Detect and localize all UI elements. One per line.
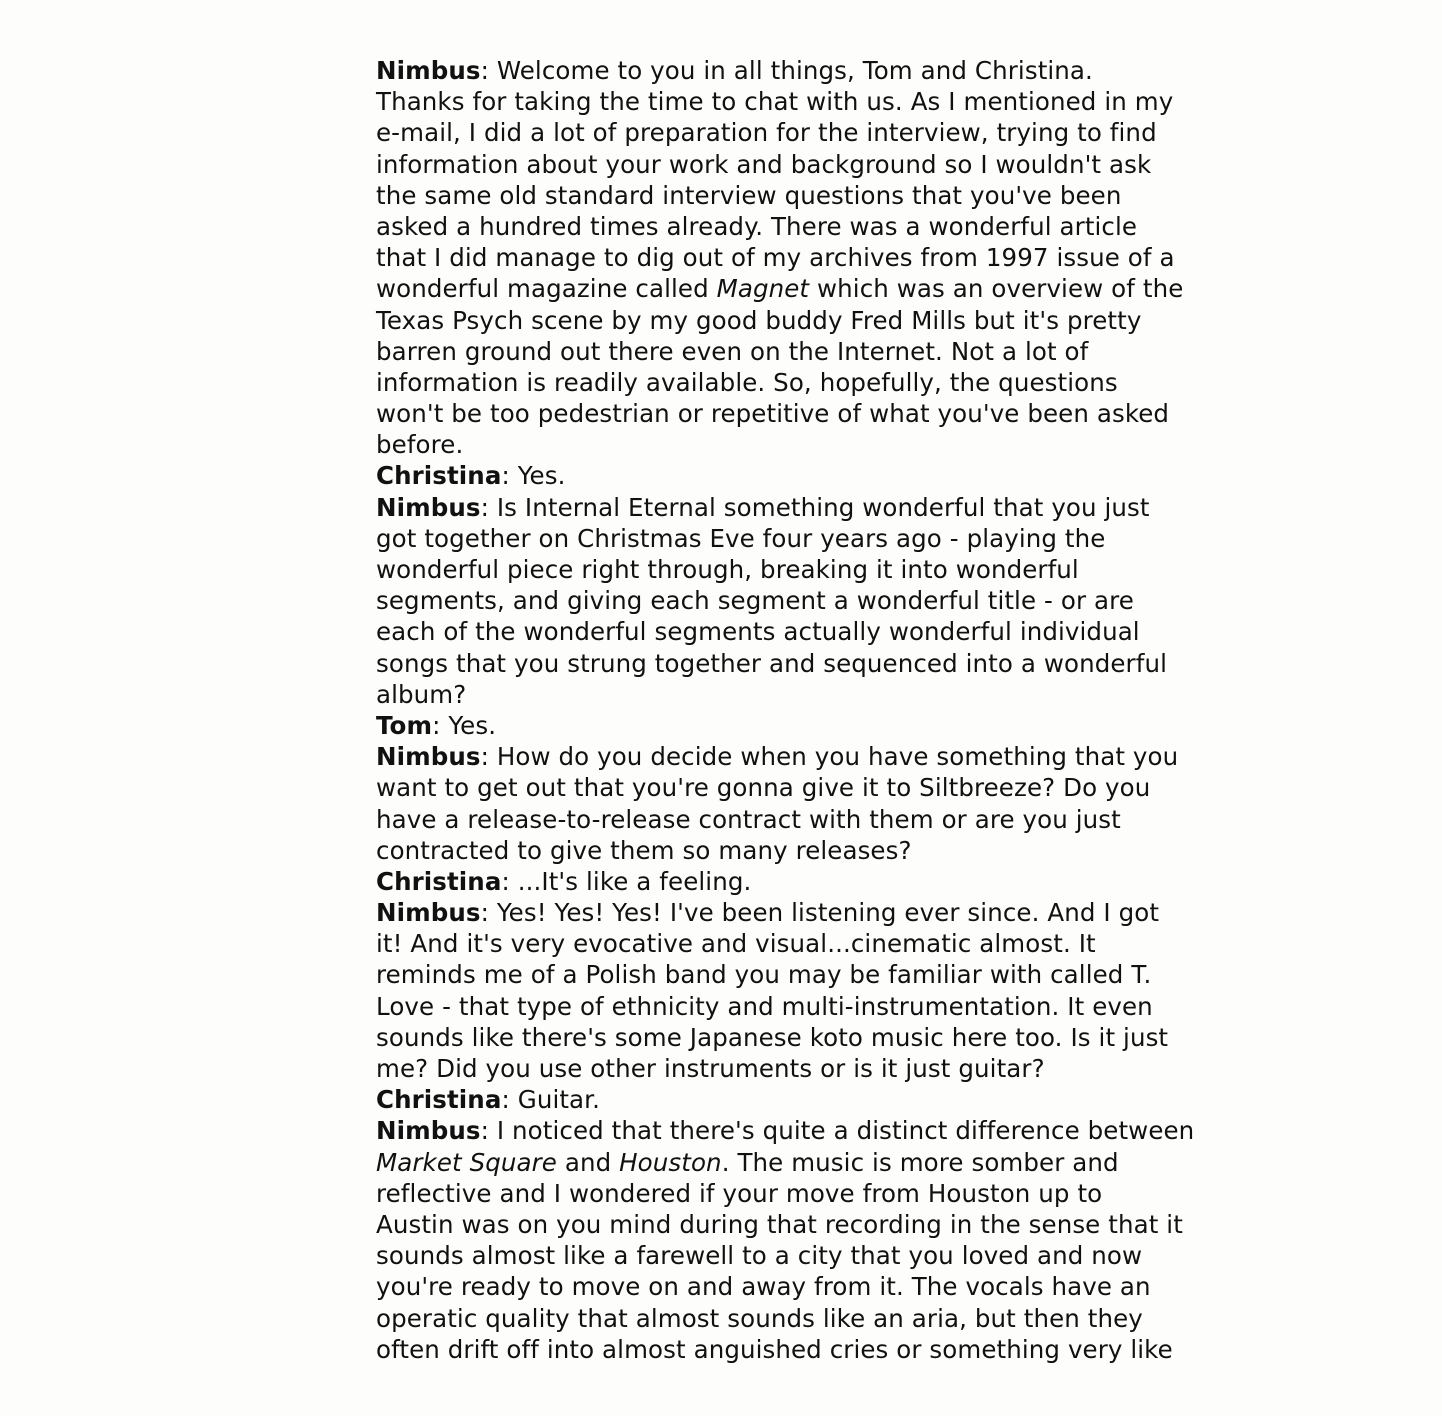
transcript-line [376,1240,1226,1271]
line-text: songs that you strung together and sequenced into a wonderful [376,648,1167,678]
exchange-first-line: Nimbus: Is Internal Eternal something wonderful that you just [376,492,1150,522]
line-text: wonderful piece right through, breaking it into wonderful [376,555,1079,584]
line-text: reminds me of a Polish band you may be familiar with called T. [376,960,1152,990]
line-text: Yes! Yes! Yes! I've been listening ever since. And I got [496,898,1160,928]
line-text: have a release-to-release contract with them or are you just [376,804,1121,834]
line-text: the same old standard interview questions that you've been [376,180,1122,210]
line-text: barren ground out there even on the Internet. Not a lot of [376,336,1089,366]
line-text: that I did manage to dig out of my archives from 1997 issue of a [376,243,1175,273]
speaker-name: Christina [376,866,502,896]
transcript-line [376,1147,1226,1178]
transcript-line [376,1334,1226,1365]
transcript-line [376,336,1226,367]
line-text: me? Did you use other instruments or is it just guitar? [376,1054,1045,1083]
line-text: won't be too pedestrian or repetitive of what you've been asked [376,399,1170,429]
line-text: information is readily available. So, hopefully, the questions [376,367,1118,397]
line-text: Yes. [448,710,497,740]
exchange-first-line: Nimbus: Welcome to you in all things, Tom and Christina. [376,56,1093,85]
speaker-name: Nimbus [376,1116,481,1146]
line-text: got together on Christmas Eve four years ago - playing the [376,523,1106,553]
transcript-line [376,398,1226,429]
transcript-line [376,1303,1226,1334]
speaker-name: Nimbus [376,898,481,928]
speaker-name: Tom [376,710,433,740]
transcript-line [376,991,1226,1022]
speaker-name: Christina [376,461,502,491]
line-text: ...It's like a feeling. [517,866,752,896]
line-text: information about your work and background so I wouldn't ask [376,149,1152,179]
line-text: Is Internal Eternal something wonderful that you just [496,492,1150,522]
transcript-line [376,1022,1226,1053]
transcript-line [376,211,1226,242]
line-text: and [556,1147,620,1177]
line-text: e-mail, I did a lot of preparation for the interview, trying to find [376,118,1157,148]
transcript-line [376,616,1226,647]
transcript-line [376,772,1226,803]
publication-title: Market Square [376,1147,557,1177]
transcript-line [376,523,1226,554]
transcript-line [376,1178,1226,1209]
exchange-first-line: Nimbus: I noticed that there's quite a distinct difference between [376,1116,1195,1146]
line-text: I noticed that there's quite a distinct difference between [496,1116,1195,1146]
transcript-line [376,117,1226,148]
line-text: sounds almost like a farewell to a city that you loved and now [376,1241,1143,1271]
transcript-line [376,835,1226,866]
line-text: . The music is more somber and [721,1147,1119,1177]
line-text: How do you decide when you have something that you [496,742,1179,772]
transcript-line [376,242,1226,273]
transcript-line [376,86,1226,117]
line-text: segments, and giving each segment a wonderful title - or are [376,586,1134,616]
transcript-line [376,305,1226,336]
transcript-line [376,585,1226,616]
transcript-line [376,648,1226,679]
exchange-first-line: Nimbus: How do you decide when you have something that you [376,742,1179,772]
line-text: reflective and I wondered if your move from Houston up to [376,1178,1103,1208]
exchange-first-line: Christina: Yes. [376,461,566,491]
line-text: Austin was on you mind during that recording in the sense that it [376,1209,1183,1239]
transcript-line [376,554,1226,585]
speaker-name: Nimbus [376,56,481,85]
line-text: which was an overview of the [809,274,1184,304]
transcript-line [376,180,1226,211]
line-text: wonderful magazine called [376,274,717,304]
line-text: Texas Psych scene by my good buddy Fred Mills but it's pretty [376,305,1142,335]
line-text: you're ready to move on and away from it. The vocals have an [376,1272,1151,1302]
line-text: often drift off into almost anguished cries or something very like [376,1334,1173,1364]
line-text: contracted to give them so many releases? [376,835,912,865]
line-text: before. [376,430,464,460]
transcript-line [376,959,1226,990]
exchange-first-line: Nimbus: Yes! Yes! Yes! I've been listening ever since. And I got [376,898,1160,928]
line-text: operatic quality that almost sounds like an aria, but then they [376,1303,1143,1333]
transcript-line [376,1209,1226,1240]
speaker-name: Nimbus [376,492,481,522]
transcript-line [376,928,1226,959]
line-text: album? [376,679,467,709]
line-text: Yes. [517,461,566,491]
line-text: sounds like there's some Japanese koto music here too. Is it just [376,1022,1169,1052]
transcript-line [376,804,1226,835]
transcript-line [376,149,1226,180]
exchange-first-line: Christina: Guitar. [376,1085,600,1115]
line-text: Thanks for taking the time to chat with us. As I mentioned in my [376,87,1174,117]
interview-transcript [376,55,1226,1365]
line-text: each of the wonderful segments actually wonderful individual [376,617,1140,647]
publication-title: Houston [619,1147,722,1177]
exchange-first-line: Tom: Yes. [376,710,497,740]
exchange-first-line: Christina: ...It's like a feeling. [376,866,752,896]
transcript-line [376,273,1226,304]
transcript-line [376,429,1226,460]
line-text: Guitar. [517,1085,600,1115]
transcript-line [376,1053,1226,1084]
line-text: it! And it's very evocative and visual...cinematic almost. It [376,929,1096,959]
transcript-line [376,1271,1226,1302]
line-text: Welcome to you in all things, Tom and Christina. [496,56,1093,85]
speaker-name: Nimbus [376,742,481,772]
transcript-line [376,367,1226,398]
line-text: asked a hundred times already. There was a wonderful article [376,211,1138,241]
publication-title: Magnet [716,274,810,304]
line-text: want to get out that you're gonna give it to Siltbreeze? Do you [376,773,1151,803]
transcript-line [376,679,1226,710]
speaker-name: Christina [376,1085,502,1115]
line-text: Love - that type of ethnicity and multi-instrumentation. It even [376,991,1153,1021]
